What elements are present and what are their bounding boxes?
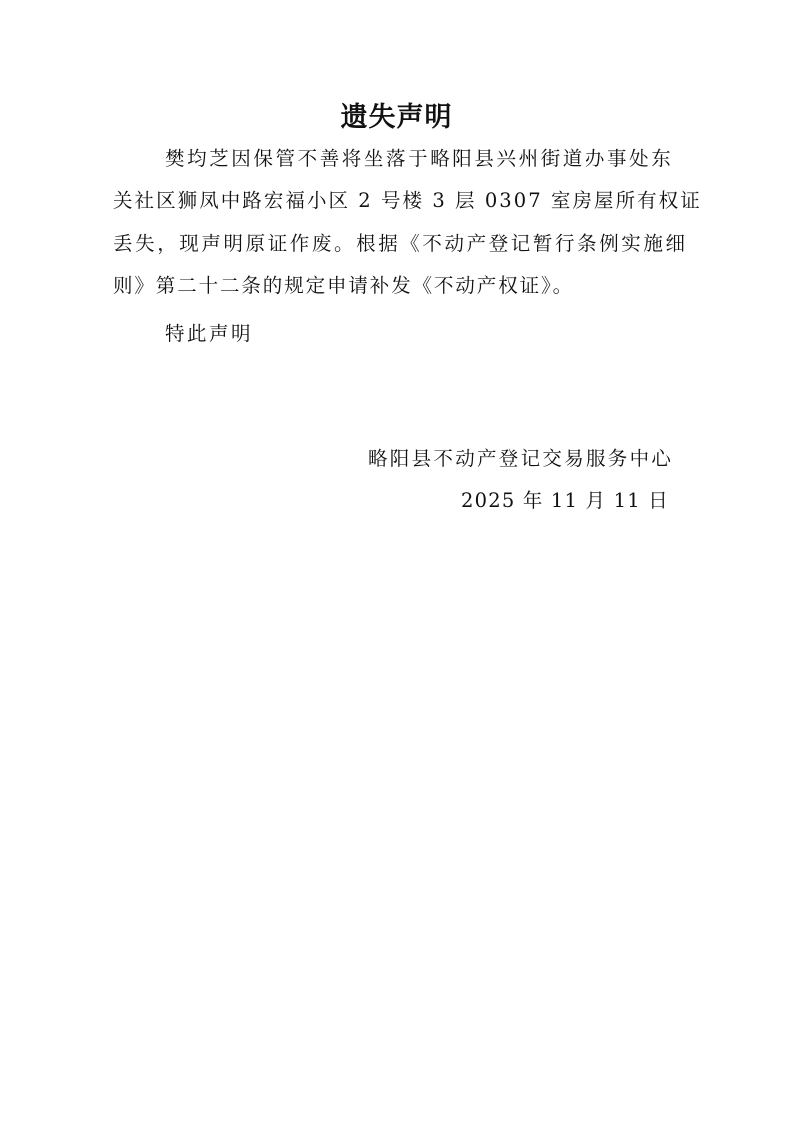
body-line-2: 关社区狮凤中路宏福小区 2 号楼 3 层 0307 室房屋所有权证: [113, 189, 702, 212]
document-title: 遗失声明: [340, 102, 453, 133]
body-line-1: 樊均芝因保管不善将坐落于略阳县兴州街道办事处东: [165, 147, 674, 170]
closing-statement: 特此声明: [165, 322, 254, 345]
signing-date: 2025 年 11 月 11 日: [461, 489, 669, 512]
body-line-4: 则》第二十二条的规定申请补发《不动产权证》。: [113, 274, 575, 297]
body-line-3: 丢失，现声明原证作废。根据《不动产登记暂行条例实施细: [113, 232, 688, 255]
signer-organization: 略阳县不动产登记交易服务中心: [368, 447, 674, 470]
